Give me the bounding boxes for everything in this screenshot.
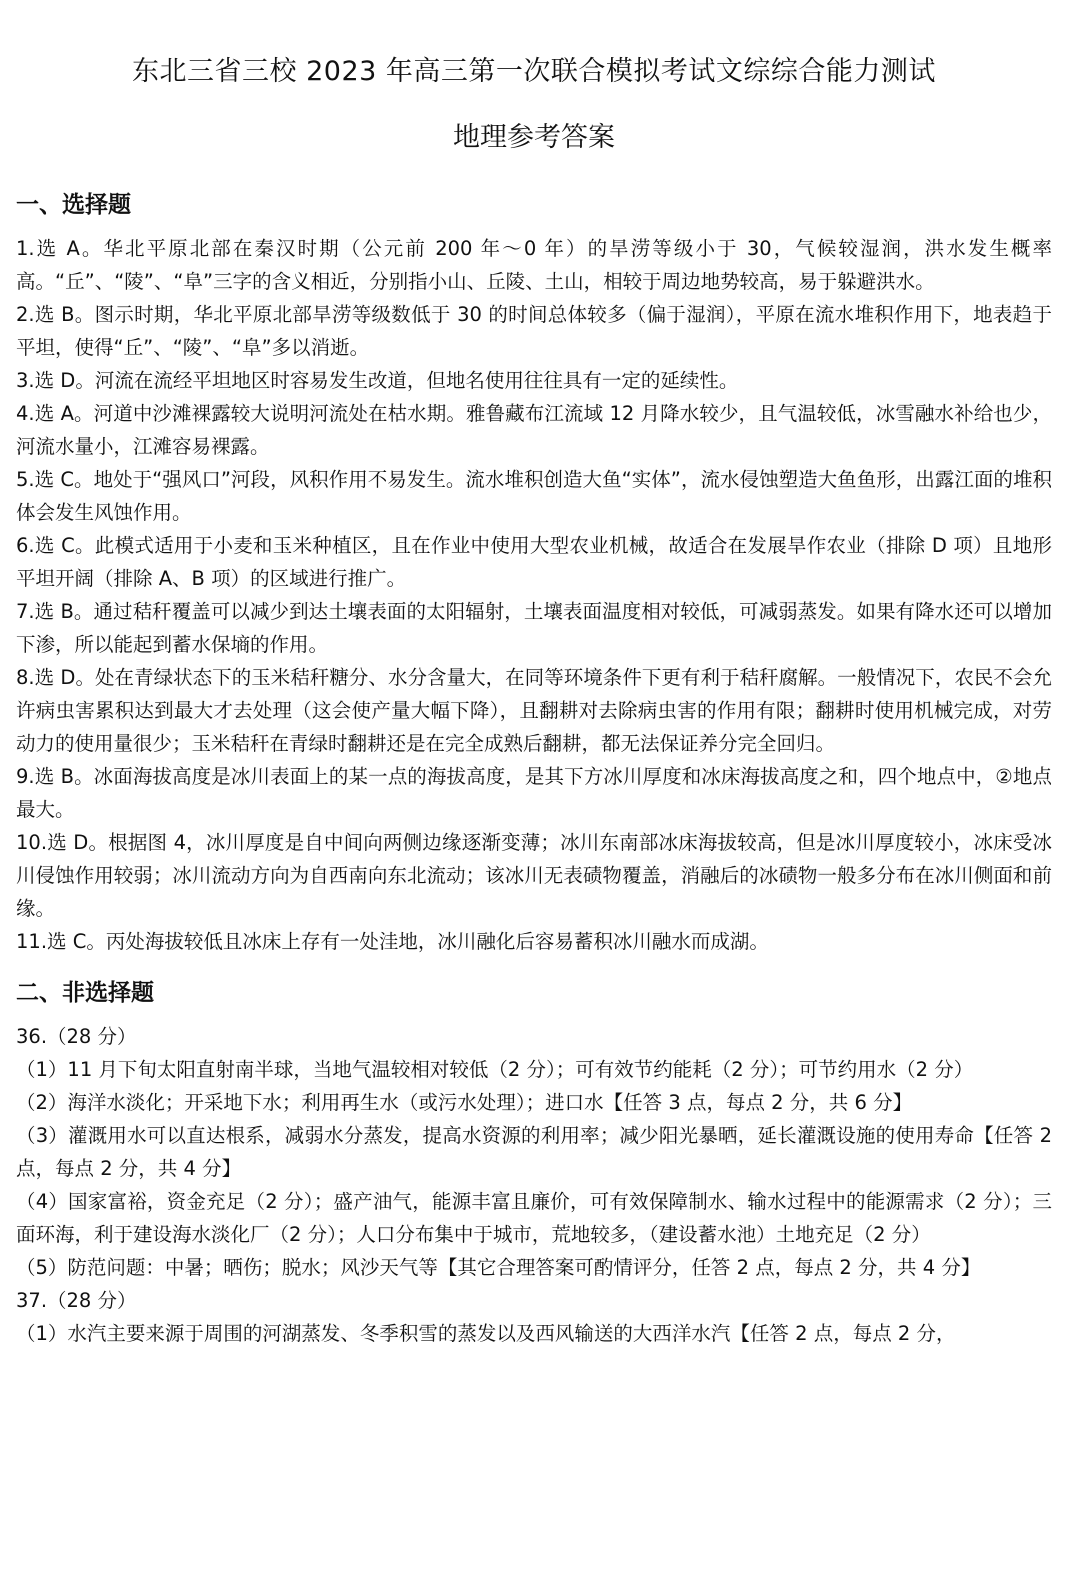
nonchoice-answers — [16, 1020, 1052, 1350]
answer-36-2: （2）海洋水淡化；开采地下水；利用再生水（或污水处理）；进口水【任答 3 点，每点 2 分，共 6 分】 — [16, 1091, 913, 1114]
answer-item-9: 9.选 B。冰面海拔高度是冰川表面上的某一点的海拔高度，是其下方冰川厚度和冰床海拔高度之和，四个地点中，②地点最大。 — [16, 765, 1052, 821]
answer-36-5: （5）防范问题：中暑；晒伤；脱水；风沙天气等【其它合理答案可酌情评分，任答 2 点，每点 2 分，共 4 分】 — [16, 1256, 981, 1279]
answer-37-1: （1）水汽主要来源于周围的河湖蒸发、冬季积雪的蒸发以及西风输送的大西洋水汽【任答 2 点，每点 2 分， — [16, 1322, 956, 1345]
answer-item-5: 5.选 C。地处于“强风口”河段，风积作用不易发生。流水堆积创造大鱼“实体”，流水侵蚀塑造大鱼鱼形，出露江面的堆积体会发生风蚀作用。 — [16, 468, 1052, 524]
answer-item-6: 6.选 C。此模式适用于小麦和玉米种植区，且在作业中使用大型农业机械，故适合在发展旱作农业（排除 D 项）且地形平坦开阔（排除 A、B 项）的区域进行推广。 — [16, 534, 1052, 590]
answer-36-4: （4）国家富裕，资金充足（2 分）；盛产油气，能源丰富且廉价，可有效保障制水、输水过程中的能源需求（2 分）；三面环海，利于建设海水淡化厂（2 分）；人口分布集中于城市，荒地较多，（建设蓄水池）土地充足（2 分） — [16, 1190, 1052, 1246]
answer-item-7: 7.选 B。通过秸秆覆盖可以减少到达土壤表面的太阳辐射，土壤表面温度相对较低，可减弱蒸发。如果有降水还可以增加下渗，所以能起到蓄水保墒的作用。 — [16, 600, 1052, 656]
answer-item-2: 2.选 B。图示时期，华北平原北部旱涝等级数低于 30 的时间总体较多（偏于湿润），平原在流水堆积作用下，地表趋于平坦，使得“丘”、“陵”、“阜”多以消逝。 — [16, 303, 1052, 359]
answer-36-1: （1）11 月下旬太阳直射南半球，当地气温较相对较低（2 分）；可有效节约能耗（2 分）；可节约用水（2 分） — [16, 1058, 974, 1081]
answer-item-11: 11.选 C。丙处海拔较低且冰床上存有一处洼地，冰川融化后容易蓄积冰川融水而成湖。 — [16, 930, 769, 953]
answer-item-8: 8.选 D。处在青绿状态下的玉米秸秆糖分、水分含量大，在同等环境条件下更有利于秸秆腐解。一般情况下，农民不会允许病虫害累积达到最大才去处理（这会使产量大幅下降），且翻耕对去除病虫害的作用有限；翻耕时使用机械完成，对劳动力的使用量很少；玉米秸秆在青绿时翻耕还是在完全成熟后翻耕，都无法保证养分完全回归。 — [16, 666, 1052, 755]
question-37-header: 37.（28 分） — [16, 1289, 137, 1312]
answer-item-4: 4.选 A。河道中沙滩裸露较大说明河流处在枯水期。雅鲁藏布江流域 12 月降水较少，且气温较低，冰雪融水补给也少，河流水量小，江滩容易裸露。 — [16, 402, 1052, 458]
answer-item-3: 3.选 D。河流在流经平坦地区时容易发生改道，但地名使用往往具有一定的延续性。 — [16, 369, 739, 392]
choice-answers — [16, 232, 1052, 958]
answer-item-1: 1.选 A。华北平原北部在秦汉时期（公元前 200 年～0 年）的旱涝等级小于 30，气候较湿润，洪水发生概率高。“丘”、“陵”、“阜”三字的含义相近，分别指小山、丘陵、土山，相较于周边地势较高，易于躲避洪水。 — [16, 237, 1052, 293]
section-heading-choice: 一、选择题 — [16, 192, 131, 218]
answer-36-3: （3）灌溉用水可以直达根系，减弱水分蒸发，提高水资源的利用率；减少阳光暴晒，延长灌溉设施的使用寿命【任答 2 点，每点 2 分，共 4 分】 — [16, 1124, 1052, 1180]
question-36-header: 36.（28 分） — [16, 1025, 137, 1048]
doc-subtitle: 地理参考答案 — [453, 122, 615, 153]
answer-item-10: 10.选 D。根据图 4，冰川厚度是自中间向两侧边缘逐渐变薄；冰川东南部冰床海拔较高，但是冰川厚度较小，冰床受冰川侵蚀作用较弱；冰川流动方向为自西南向东北流动；该冰川无表碛物覆盖，消融后的冰碛物一般多分布在冰川侧面和前缘。 — [16, 831, 1052, 920]
doc-title: 东北三省三校 2023 年高三第一次联合模拟考试文综综合能力测试 — [132, 56, 936, 87]
section-heading-nonchoice: 二、非选择题 — [16, 980, 154, 1006]
